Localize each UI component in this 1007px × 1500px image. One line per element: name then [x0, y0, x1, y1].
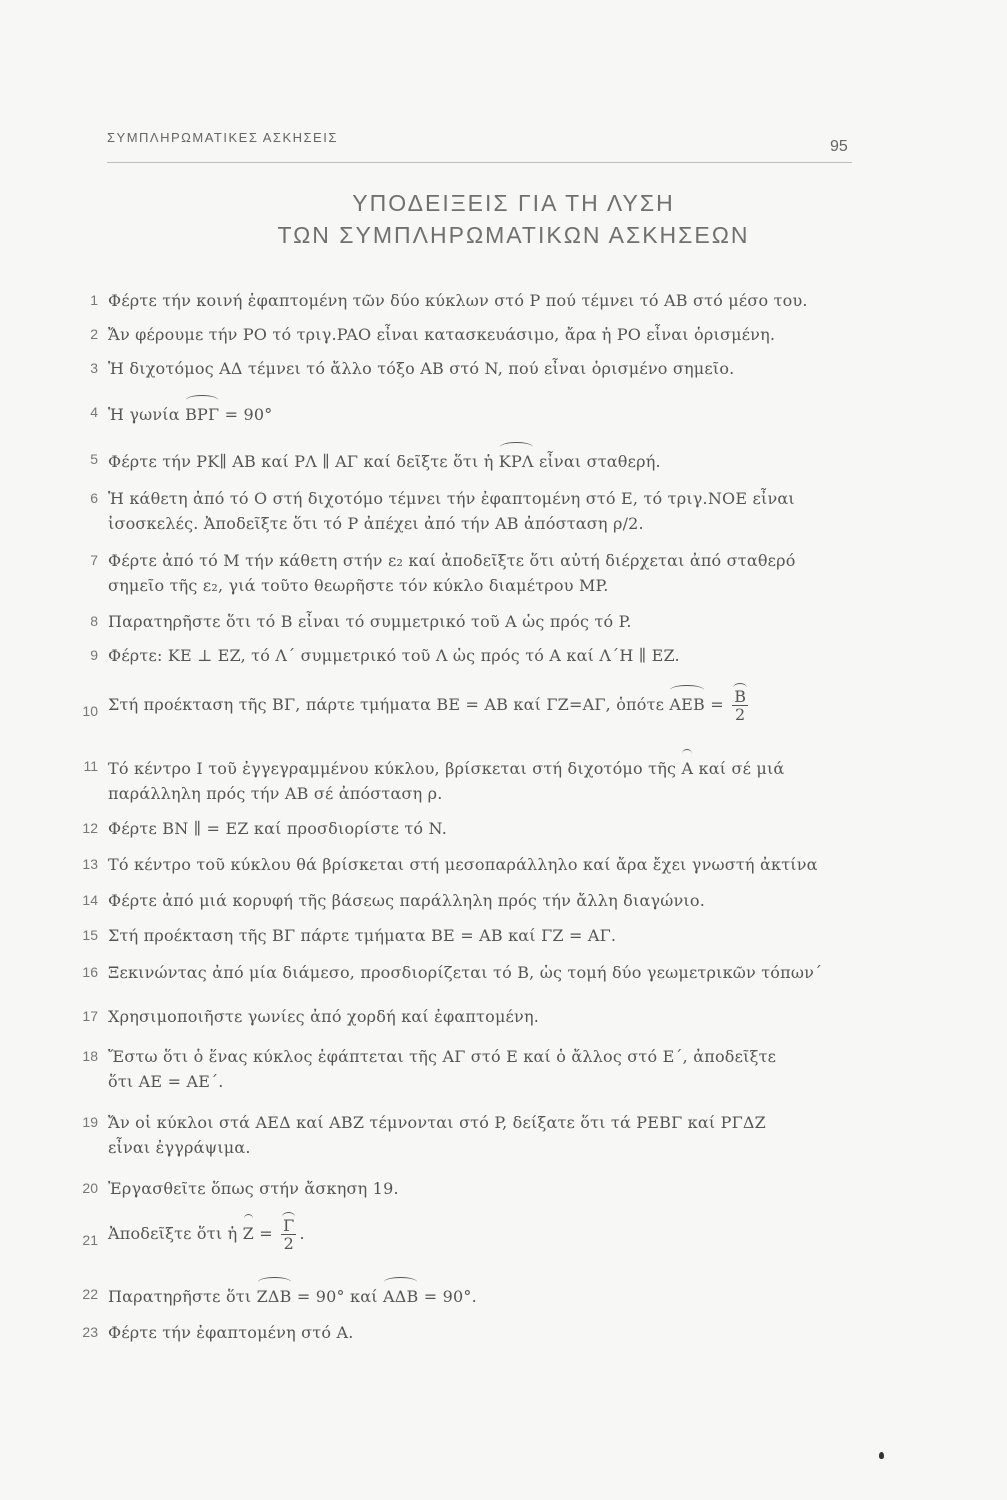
ink-dot — [879, 1452, 884, 1459]
hint-text: Ἄν φέρουμε τήν PO τό τριγ.PAO εἶναι κατασκευάσιμο, ἄρα ἡ PO εἶναι ὁρισμένη. — [108, 325, 776, 344]
hint-number: 11 — [83, 758, 98, 774]
hint-text-part: . — [299, 1224, 305, 1243]
hint-text-part: = 90° καί — [291, 1287, 384, 1306]
hint-line: Ἡ κάθετη ἀπό τό O στή διχοτόμο τέμνει τήν ἐφαπτομένη στό E, τό τριγ.NOE εἶναι — [108, 489, 795, 508]
hint-text-part: Τό κέντρο I τοῦ ἐγγεγραμμένου κύκλου, βρίσκεται στή διχοτόμο τῆς — [108, 759, 682, 778]
section-title-line-2: ΤΩΝ ΣΥΜΠΛΗΡΩΜΑΤΙΚΩΝ ΑΣΚΗΣΕΩΝ — [277, 222, 750, 248]
angle-arc: A — [681, 754, 693, 781]
hint-text-part: = 90°. — [418, 1287, 477, 1306]
hint-number: 9 — [90, 647, 98, 663]
hint-text: Φέρτε τήν κοινή ἐφαπτομένη τῶν δύο κύκλων στό P πού τέμνει τό AB στό μέσο του. — [108, 291, 808, 310]
hint-line: Ἔστω ὅτι ὁ ἕνας κύκλος ἐφάπτεται τῆς AΓ στό E καί ὁ ἄλλος στό E΄, ἀποδεῖξτε — [108, 1047, 777, 1066]
hint-number: 12 — [82, 820, 98, 836]
hint-line: ὅτι AE = AE΄. — [108, 1072, 224, 1091]
angle-arc: KPΛ — [499, 447, 534, 474]
hint-number: 2 — [90, 326, 98, 342]
hint-line: Φέρτε ἀπό τό M τήν κάθετη στήν ε₂ καί ἀποδεῖξτε ὅτι αὐτή διέρχεται ἀπό σταθερό — [108, 551, 796, 570]
hint-text: Τό κέντρο τοῦ κύκλου θά βρίσκεται στή μεσοπαράλληλο καί ἄρα ἔχει γνωστή ἀκτίνα — [108, 855, 818, 874]
section-title-line-1: ΥΠΟΔΕΙΞΕΙΣ ΓΙΑ ΤΗ ΛΥΣΗ — [352, 190, 675, 216]
hint-line: παράλληλη πρός τήν AB σέ ἀπόσταση ρ. — [108, 784, 443, 803]
header-rule — [107, 162, 852, 163]
hint-number: 22 — [82, 1286, 98, 1302]
hint-line: σημεῖο τῆς ε₂, γιά τοῦτο θεωρῆστε τόν κύκλο διαμέτρου MP. — [108, 576, 609, 595]
hint-text: Φέρτε: KE ⊥ EZ, τό Λ΄ συμμετρικό τοῦ Λ ὡς πρός τό A καί Λ΄H ∥ EZ. — [108, 646, 680, 665]
hint-text — [108, 754, 858, 806]
angle-arc: AΔB — [383, 1282, 418, 1309]
hint-text-part: Ἡ γωνία — [108, 405, 186, 424]
hint-number: 6 — [90, 490, 98, 506]
page-number: 95 — [830, 138, 848, 155]
hint-text — [108, 548, 858, 598]
hint-number: 19 — [82, 1114, 98, 1130]
hint-text-part: Στή προέκταση τῆς BΓ, πάρτε τμήματα BE = AB καί ΓZ=AΓ, ὁπότε — [108, 695, 670, 714]
hint-text: Χρησιμοποιῆστε γωνίες ἀπό χορδή καί ἐφαπτομένη. — [108, 1007, 540, 1026]
hint-text — [108, 1217, 858, 1252]
hint-text: Φέρτε BN ∥ = EZ καί προσδιορίστε τό N. — [108, 819, 447, 838]
hint-number: 7 — [90, 552, 98, 568]
hint-text: Παρατηρῆστε ὅτι τό B εἶναι τό συμμετρικό τοῦ A ὡς πρός τό P. — [108, 612, 632, 631]
hint-text-part: Παρατηρῆστε ὅτι — [108, 1287, 257, 1306]
fraction — [281, 1217, 296, 1252]
hint-text — [108, 400, 858, 427]
hint-number: 8 — [90, 613, 98, 629]
hint-text — [108, 447, 858, 474]
hint-text: Ξεκινώντας ἀπό μία διάμεσο, προσδιορίζεται τό B, ὡς τομή δύο γεωμετρικῶν τόπων΄ — [108, 963, 823, 982]
hint-text — [108, 1110, 858, 1160]
hint-text-part: Φέρτε τήν PK∥ AB καί PΛ ∥ AΓ καί δεῖξτε ὅτι ἡ — [108, 452, 499, 471]
hint-text — [108, 688, 858, 723]
hint-text — [108, 1282, 858, 1309]
fraction — [732, 688, 748, 723]
hint-text: Φέρτε τήν ἐφαπτομένη στό A. — [108, 1323, 354, 1342]
hint-text-part: Ἀποδεῖξτε ὅτι ἡ — [108, 1224, 243, 1243]
hint-text: Ἐργασθεῖτε ὅπως στήν ἄσκηση 19. — [108, 1179, 399, 1198]
hint-text: Φέρτε ἀπό μιά κορυφή τῆς βάσεως παράλληλη πρός τήν ἄλλη διαγώνιο. — [108, 891, 705, 910]
hint-number: 16 — [82, 964, 98, 980]
fraction-denominator: 2 — [283, 1234, 295, 1253]
running-head: ΣΥΜΠΛΗΡΩΜΑΤΙΚΕΣ ΑΣΚΗΣΕΙΣ — [107, 130, 338, 145]
hint-line: εἶναι ἐγγράψιμα. — [108, 1138, 251, 1157]
hint-number: 18 — [82, 1048, 98, 1064]
hint-line: Ἄν οἱ κύκλοι στά AEΔ καί ABZ τέμνονται στό P, δείξατε ὅτι τά PEBΓ καί PΓΔZ — [108, 1113, 766, 1132]
hint-number: 3 — [90, 360, 98, 376]
hint-text-part: = — [705, 695, 730, 714]
fraction-denominator: 2 — [734, 705, 746, 724]
hint-text-part: = 90° — [219, 405, 273, 424]
hint-text-part: = — [253, 1224, 279, 1243]
angle-arc: Z — [243, 1219, 254, 1246]
hint-text: Στή προέκταση τῆς BΓ πάρτε τμήματα BE = AB καί ΓZ = AΓ. — [108, 926, 617, 945]
hint-text-part: εἶναι σταθερή. — [533, 452, 661, 471]
hint-number: 14 — [82, 892, 98, 908]
hint-number: 20 — [82, 1180, 98, 1196]
hint-text-part: καί σέ μιά — [693, 759, 785, 778]
hint-text — [108, 486, 858, 536]
hint-number: 4 — [90, 404, 98, 420]
hint-text — [108, 1044, 858, 1094]
hint-number: 17 — [82, 1008, 98, 1024]
hint-text: Ἡ διχοτόμος AΔ τέμνει τό ἄλλο τόξο AB στό N, πού εἶναι ὁρισμένο σημεῖο. — [108, 359, 735, 378]
angle-arc: AEB — [669, 690, 705, 717]
hint-line: ἰσοσκελές. Ἀποδεῖξτε ὅτι τό P ἀπέχει ἀπό τήν AB ἀπόσταση ρ/2. — [108, 514, 644, 533]
hint-number: 1 — [90, 292, 98, 308]
angle-arc: BPΓ — [185, 400, 219, 427]
fraction-numerator: B — [734, 687, 747, 706]
hint-number: 15 — [82, 927, 98, 943]
fraction-numerator: Γ — [283, 1216, 295, 1235]
hint-number: 21 — [82, 1232, 98, 1248]
hint-number: 23 — [82, 1324, 98, 1340]
hint-number: 10 — [82, 703, 98, 719]
angle-arc: ZΔB — [257, 1282, 292, 1309]
hint-number: 5 — [90, 451, 98, 467]
hint-number: 13 — [82, 856, 98, 872]
